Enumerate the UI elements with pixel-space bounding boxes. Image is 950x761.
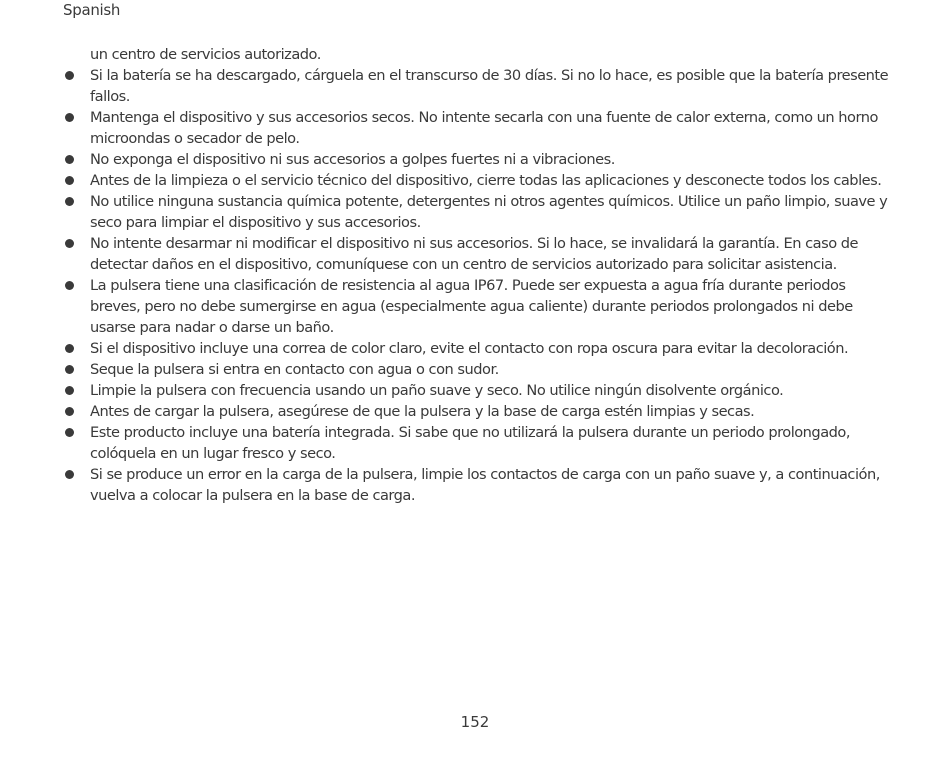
continuation-text: un centro de servicios autorizado. <box>90 46 321 63</box>
bullet-icon <box>65 470 74 479</box>
bullet-icon <box>65 113 74 122</box>
list-item-text: Si la batería se ha descargado, cárguela en el transcurso de 30 días. Si no lo hace, es posible que la batería presente fallos. <box>90 67 889 105</box>
bullet-icon <box>65 155 74 164</box>
list-item <box>63 380 893 401</box>
document-body <box>63 44 893 506</box>
list-item-text: Antes de la limpieza o el servicio técnico del dispositivo, cierre todas las aplicaciones y desconecte todos los cables. <box>90 172 882 189</box>
list-item <box>63 65 893 107</box>
bullet-icon <box>65 176 74 185</box>
bullet-icon <box>65 71 74 80</box>
list-item-text: Limpie la pulsera con frecuencia usando un paño suave y seco. No utilice ningún disolvente orgánico. <box>90 382 784 399</box>
bullet-icon <box>65 407 74 416</box>
list-item <box>63 359 893 380</box>
list-item <box>63 170 893 191</box>
list-item-text: Si se produce un error en la carga de la pulsera, limpie los contactos de carga con un paño suave y, a continuación, vuelva a colocar la pulsera en la base de carga. <box>90 466 880 504</box>
list-item <box>63 191 893 233</box>
list-item-text: La pulsera tiene una clasificación de resistencia al agua IP67. Puede ser expuesta a agua fría durante periodos breves, pero no debe sumergirse en agua (especialmente agua caliente) durante periodos prolongados ni debe usarse para nadar o darse un baño. <box>90 277 853 336</box>
list-item-text: No exponga el dispositivo ni sus accesorios a golpes fuertes ni a vibraciones. <box>90 151 615 168</box>
bullet-icon <box>65 197 74 206</box>
list-item-text: No utilice ninguna sustancia química potente, detergentes ni otros agentes químicos. Utilice un paño limpio, suave y seco para limpiar el dispositivo y sus accesorios. <box>90 193 888 231</box>
bullet-icon <box>65 428 74 437</box>
list-item <box>63 107 893 149</box>
bullet-icon <box>65 344 74 353</box>
list-item-text: Este producto incluye una batería integrada. Si sabe que no utilizará la pulsera durante un periodo prolongado, colóquela en un lugar fresco y seco. <box>90 424 850 462</box>
page-number: 152 <box>460 713 490 731</box>
bullet-icon <box>65 365 74 374</box>
list-item-text: Mantenga el dispositivo y sus accesorios secos. No intente secarla con una fuente de calor externa, como un horno microondas o secador de pelo. <box>90 109 878 147</box>
list-item <box>63 464 893 506</box>
page-header-language: Spanish <box>63 1 121 19</box>
list-item <box>63 275 893 338</box>
list-item <box>63 233 893 275</box>
list-item <box>63 422 893 464</box>
list-item <box>63 338 893 359</box>
list-item-text: Si el dispositivo incluye una correa de color claro, evite el contacto con ropa oscura para evitar la decoloración. <box>90 340 849 357</box>
bullet-icon <box>65 281 74 290</box>
bullet-icon <box>65 386 74 395</box>
list-item-text: Seque la pulsera si entra en contacto con agua o con sudor. <box>90 361 499 378</box>
list-item-text: No intente desarmar ni modificar el dispositivo ni sus accesorios. Si lo hace, se invalidará la garantía. En caso de detectar daños en el dispositivo, comuníquese con un centro de servicios autorizado para solicitar asistencia. <box>90 235 859 273</box>
bullet-list <box>63 65 893 506</box>
bullet-icon <box>65 239 74 248</box>
list-item <box>63 149 893 170</box>
list-item <box>63 401 893 422</box>
list-item-text: Antes de cargar la pulsera, asegúrese de que la pulsera y la base de carga estén limpias y secas. <box>90 403 755 420</box>
